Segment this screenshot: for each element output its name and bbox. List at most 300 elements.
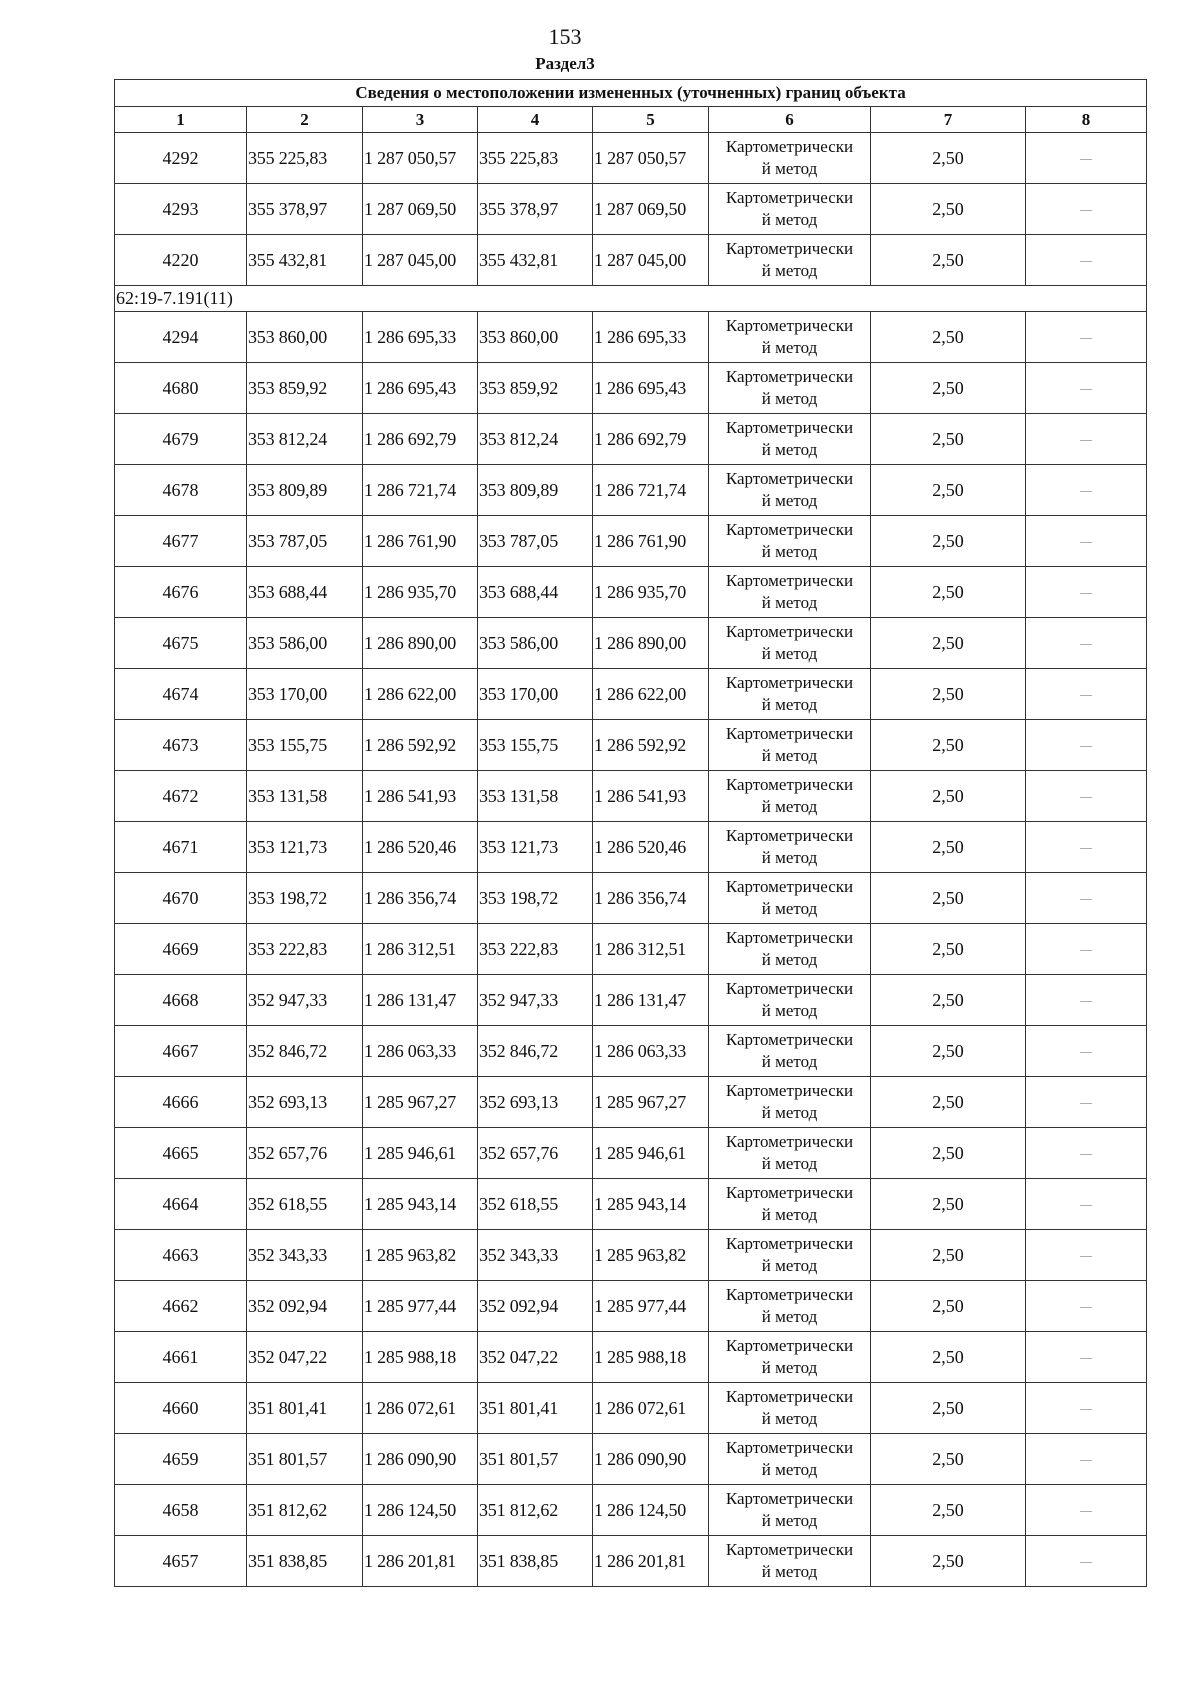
method-line-2: й метод [761,440,818,459]
column-number: 1 [115,107,247,133]
accuracy-cell: 2,50 [871,1281,1026,1332]
group-label: 62:19-7.191(11) [115,286,1147,312]
table-row [115,1026,1147,1077]
x-old-cell: 352 657,76 [247,1128,363,1179]
method-line-1: Картометрически [725,316,854,335]
description-cell: — [1026,1383,1147,1434]
y-old-cell: 1 286 063,33 [363,1026,478,1077]
point-number-cell: 4292 [115,133,247,184]
method-line-1: Картометрически [725,1132,854,1151]
x-old-cell: 352 092,94 [247,1281,363,1332]
y-old-cell: 1 285 977,44 [363,1281,478,1332]
x-new-cell: 353 222,83 [478,924,593,975]
accuracy-cell: 2,50 [871,618,1026,669]
point-number-cell: 4660 [115,1383,247,1434]
x-old-cell: 352 846,72 [247,1026,363,1077]
y-new-cell: 1 286 692,79 [593,414,709,465]
table-row [115,822,1147,873]
method-line-1: Картометрически [725,1030,854,1049]
method-line-2: й метод [761,1358,818,1377]
accuracy-cell: 2,50 [871,516,1026,567]
x-new-cell: 352 618,55 [478,1179,593,1230]
x-old-cell: 353 131,58 [247,771,363,822]
accuracy-cell: 2,50 [871,822,1026,873]
table-row [115,1332,1147,1383]
method-cell [709,1128,871,1179]
point-number-cell: 4676 [115,567,247,618]
y-old-cell: 1 287 069,50 [363,184,478,235]
y-old-cell: 1 287 050,57 [363,133,478,184]
x-new-cell: 351 838,85 [478,1536,593,1587]
x-new-cell: 353 859,92 [478,363,593,414]
accuracy-cell: 2,50 [871,1179,1026,1230]
y-new-cell: 1 285 967,27 [593,1077,709,1128]
y-new-cell: 1 286 592,92 [593,720,709,771]
y-new-cell: 1 286 761,90 [593,516,709,567]
method-cell [709,720,871,771]
point-number-cell: 4658 [115,1485,247,1536]
x-new-cell: 353 586,00 [478,618,593,669]
method-line-1: Картометрически [725,367,854,386]
description-cell: — [1026,133,1147,184]
method-cell [709,567,871,618]
table-row [115,414,1147,465]
y-old-cell: 1 286 312,51 [363,924,478,975]
method-cell [709,618,871,669]
y-old-cell: 1 286 124,50 [363,1485,478,1536]
x-new-cell: 353 787,05 [478,516,593,567]
description-cell: — [1026,567,1147,618]
accuracy-cell: 2,50 [871,414,1026,465]
section-title: Раздел3 [535,54,595,73]
x-new-cell: 355 225,83 [478,133,593,184]
method-line-1: Картометрически [725,877,854,896]
y-new-cell: 1 285 946,61 [593,1128,709,1179]
y-new-cell: 1 286 541,93 [593,771,709,822]
y-new-cell: 1 286 201,81 [593,1536,709,1587]
group-row [115,286,1147,312]
column-number: 5 [593,107,709,133]
table-row [115,567,1147,618]
x-new-cell: 355 432,81 [478,235,593,286]
method-line-1: Картометрически [725,1081,854,1100]
point-number-cell: 4671 [115,822,247,873]
table-row [115,1128,1147,1179]
method-line-2: й метод [761,950,818,969]
point-number-cell: 4663 [115,1230,247,1281]
y-new-cell: 1 287 050,57 [593,133,709,184]
y-old-cell: 1 286 721,74 [363,465,478,516]
x-old-cell: 352 343,33 [247,1230,363,1281]
point-number-cell: 4666 [115,1077,247,1128]
y-old-cell: 1 286 072,61 [363,1383,478,1434]
method-line-2: й метод [761,695,818,714]
description-cell: — [1026,1128,1147,1179]
method-line-2: й метод [761,1562,818,1581]
method-cell [709,312,871,363]
page-number: 153 [548,24,582,49]
accuracy-cell: 2,50 [871,312,1026,363]
y-old-cell: 1 286 890,00 [363,618,478,669]
method-line-2: й метод [761,746,818,765]
column-number: 4 [478,107,593,133]
x-old-cell: 353 586,00 [247,618,363,669]
method-cell [709,873,871,924]
method-cell [709,1230,871,1281]
x-new-cell: 352 092,94 [478,1281,593,1332]
method-line-2: й метод [761,1154,818,1173]
point-number-cell: 4665 [115,1128,247,1179]
point-number-cell: 4678 [115,465,247,516]
point-number-cell: 4662 [115,1281,247,1332]
point-number-cell: 4679 [115,414,247,465]
table-row [115,924,1147,975]
point-number-cell: 4675 [115,618,247,669]
accuracy-cell: 2,50 [871,133,1026,184]
method-line-2: й метод [761,261,818,280]
method-cell [709,516,871,567]
table-row [115,1281,1147,1332]
method-cell [709,1434,871,1485]
accuracy-cell: 2,50 [871,1077,1026,1128]
y-old-cell: 1 286 541,93 [363,771,478,822]
table-row [115,363,1147,414]
method-cell [709,822,871,873]
description-cell: — [1026,312,1147,363]
table-row [115,720,1147,771]
point-number-cell: 4672 [115,771,247,822]
method-line-1: Картометрически [725,673,854,692]
column-number: 7 [871,107,1026,133]
point-number-cell: 4659 [115,1434,247,1485]
point-number-cell: 4657 [115,1536,247,1587]
x-new-cell: 353 131,58 [478,771,593,822]
y-new-cell: 1 286 072,61 [593,1383,709,1434]
y-new-cell: 1 286 695,33 [593,312,709,363]
accuracy-cell: 2,50 [871,669,1026,720]
x-old-cell: 353 688,44 [247,567,363,618]
table-body-before [115,133,1147,286]
description-cell: — [1026,822,1147,873]
point-number-cell: 4669 [115,924,247,975]
table-row [115,1179,1147,1230]
point-number-cell: 4680 [115,363,247,414]
method-line-1: Картометрически [725,571,854,590]
description-cell: — [1026,1332,1147,1383]
description-cell: — [1026,720,1147,771]
description-cell: — [1026,516,1147,567]
method-line-1: Картометрически [725,418,854,437]
x-new-cell: 352 657,76 [478,1128,593,1179]
column-number-row [115,107,1147,133]
x-old-cell: 353 787,05 [247,516,363,567]
column-number: 3 [363,107,478,133]
method-line-2: й метод [761,1307,818,1326]
x-new-cell: 352 947,33 [478,975,593,1026]
y-old-cell: 1 286 131,47 [363,975,478,1026]
method-line-2: й метод [761,542,818,561]
table-row [115,1230,1147,1281]
method-cell [709,1332,871,1383]
x-new-cell: 353 198,72 [478,873,593,924]
y-old-cell: 1 287 045,00 [363,235,478,286]
method-cell [709,771,871,822]
x-old-cell: 353 859,92 [247,363,363,414]
y-new-cell: 1 286 131,47 [593,975,709,1026]
description-cell: — [1026,184,1147,235]
method-line-1: Картометрически [725,1183,854,1202]
column-number: 6 [709,107,871,133]
method-line-2: й метод [761,1511,818,1530]
point-number-cell: 4677 [115,516,247,567]
y-new-cell: 1 286 090,90 [593,1434,709,1485]
table-body-after [115,312,1147,1587]
method-line-2: й метод [761,644,818,663]
method-line-2: й метод [761,389,818,408]
description-cell: — [1026,1077,1147,1128]
group-section [115,286,1147,312]
table-row [115,465,1147,516]
x-old-cell: 355 432,81 [247,235,363,286]
method-line-2: й метод [761,1103,818,1122]
method-cell [709,924,871,975]
method-line-1: Картометрически [725,622,854,641]
point-number-cell: 4294 [115,312,247,363]
y-old-cell: 1 286 935,70 [363,567,478,618]
point-number-cell: 4293 [115,184,247,235]
y-new-cell: 1 286 721,74 [593,465,709,516]
method-line-1: Картометрически [725,979,854,998]
point-number-cell: 4661 [115,1332,247,1383]
method-line-1: Картометрически [725,1285,854,1304]
method-line-1: Картометрически [725,1336,854,1355]
x-old-cell: 351 812,62 [247,1485,363,1536]
x-new-cell: 351 801,57 [478,1434,593,1485]
description-cell: — [1026,924,1147,975]
accuracy-cell: 2,50 [871,873,1026,924]
method-cell [709,133,871,184]
column-number: 2 [247,107,363,133]
y-new-cell: 1 286 312,51 [593,924,709,975]
method-cell [709,1383,871,1434]
accuracy-cell: 2,50 [871,465,1026,516]
method-cell [709,1536,871,1587]
column-number: 8 [1026,107,1147,133]
method-line-2: й метод [761,1256,818,1275]
x-new-cell: 352 047,22 [478,1332,593,1383]
table-row [115,1383,1147,1434]
method-cell [709,1077,871,1128]
table-row [115,975,1147,1026]
table-caption: Сведения о местоположении измененных (уточненных) границ объекта [115,80,1147,107]
table-row [115,235,1147,286]
description-cell: — [1026,618,1147,669]
method-line-2: й метод [761,491,818,510]
x-old-cell: 352 618,55 [247,1179,363,1230]
method-cell [709,465,871,516]
y-new-cell: 1 286 935,70 [593,567,709,618]
description-cell: — [1026,1485,1147,1536]
x-old-cell: 352 947,33 [247,975,363,1026]
y-new-cell: 1 286 124,50 [593,1485,709,1536]
method-line-2: й метод [761,1001,818,1020]
accuracy-cell: 2,50 [871,184,1026,235]
method-cell [709,975,871,1026]
accuracy-cell: 2,50 [871,567,1026,618]
table-row [115,312,1147,363]
description-cell: — [1026,465,1147,516]
x-old-cell: 351 838,85 [247,1536,363,1587]
table-row [115,184,1147,235]
method-line-1: Картометрически [725,775,854,794]
description-cell: — [1026,975,1147,1026]
table-row [115,1434,1147,1485]
accuracy-cell: 2,50 [871,363,1026,414]
method-line-2: й метод [761,797,818,816]
description-cell: — [1026,771,1147,822]
y-old-cell: 1 286 695,33 [363,312,478,363]
method-line-1: Картометрически [725,724,854,743]
point-number-cell: 4670 [115,873,247,924]
table-row [115,873,1147,924]
x-old-cell: 353 155,75 [247,720,363,771]
y-old-cell: 1 285 963,82 [363,1230,478,1281]
y-old-cell: 1 285 967,27 [363,1077,478,1128]
point-number-cell: 4674 [115,669,247,720]
x-new-cell: 352 846,72 [478,1026,593,1077]
y-old-cell: 1 286 695,43 [363,363,478,414]
x-new-cell: 353 170,00 [478,669,593,720]
method-cell [709,1485,871,1536]
description-cell: — [1026,669,1147,720]
method-line-1: Картометрически [725,469,854,488]
x-new-cell: 353 812,24 [478,414,593,465]
y-new-cell: 1 286 622,00 [593,669,709,720]
table-row [115,771,1147,822]
x-new-cell: 351 801,41 [478,1383,593,1434]
y-new-cell: 1 286 890,00 [593,618,709,669]
x-old-cell: 355 225,83 [247,133,363,184]
method-line-2: й метод [761,159,818,178]
method-line-2: й метод [761,1052,818,1071]
y-new-cell: 1 287 069,50 [593,184,709,235]
y-old-cell: 1 286 356,74 [363,873,478,924]
table-row [115,618,1147,669]
y-old-cell: 1 286 520,46 [363,822,478,873]
accuracy-cell: 2,50 [871,771,1026,822]
y-old-cell: 1 286 622,00 [363,669,478,720]
accuracy-cell: 2,50 [871,235,1026,286]
description-cell: — [1026,1434,1147,1485]
method-cell [709,414,871,465]
x-old-cell: 353 121,73 [247,822,363,873]
method-line-1: Картометрически [725,826,854,845]
method-cell [709,1026,871,1077]
x-old-cell: 353 170,00 [247,669,363,720]
y-new-cell: 1 286 520,46 [593,822,709,873]
description-cell: — [1026,235,1147,286]
method-cell [709,184,871,235]
accuracy-cell: 2,50 [871,720,1026,771]
accuracy-cell: 2,50 [871,924,1026,975]
method-line-1: Картометрически [725,520,854,539]
method-cell [709,669,871,720]
y-old-cell: 1 286 761,90 [363,516,478,567]
description-cell: — [1026,363,1147,414]
table-row [115,1485,1147,1536]
x-old-cell: 352 047,22 [247,1332,363,1383]
x-old-cell: 353 222,83 [247,924,363,975]
method-line-2: й метод [761,848,818,867]
x-old-cell: 351 801,41 [247,1383,363,1434]
y-new-cell: 1 286 063,33 [593,1026,709,1077]
table-row [115,516,1147,567]
x-old-cell: 355 378,97 [247,184,363,235]
accuracy-cell: 2,50 [871,1128,1026,1179]
accuracy-cell: 2,50 [871,1485,1026,1536]
description-cell: — [1026,1026,1147,1077]
accuracy-cell: 2,50 [871,1536,1026,1587]
method-line-2: й метод [761,210,818,229]
table-caption-row [115,80,1147,107]
x-new-cell: 353 860,00 [478,312,593,363]
table-row [115,669,1147,720]
method-line-1: Картометрически [725,239,854,258]
method-line-2: й метод [761,1205,818,1224]
y-old-cell: 1 286 592,92 [363,720,478,771]
point-number-cell: 4220 [115,235,247,286]
method-line-1: Картометрически [725,1234,854,1253]
method-line-2: й метод [761,899,818,918]
x-new-cell: 353 121,73 [478,822,593,873]
y-old-cell: 1 285 946,61 [363,1128,478,1179]
y-old-cell: 1 285 943,14 [363,1179,478,1230]
method-line-1: Картометрически [725,1489,854,1508]
point-number-cell: 4673 [115,720,247,771]
x-old-cell: 353 860,00 [247,312,363,363]
method-cell [709,1281,871,1332]
table-row [115,1077,1147,1128]
table-row [115,133,1147,184]
y-new-cell: 1 287 045,00 [593,235,709,286]
method-line-2: й метод [761,1460,818,1479]
accuracy-cell: 2,50 [871,1332,1026,1383]
method-line-1: Картометрически [725,928,854,947]
y-new-cell: 1 285 977,44 [593,1281,709,1332]
description-cell: — [1026,1536,1147,1587]
accuracy-cell: 2,50 [871,1230,1026,1281]
point-number-cell: 4667 [115,1026,247,1077]
point-number-cell: 4664 [115,1179,247,1230]
y-new-cell: 1 285 963,82 [593,1230,709,1281]
y-old-cell: 1 286 201,81 [363,1536,478,1587]
method-cell [709,363,871,414]
y-new-cell: 1 285 988,18 [593,1332,709,1383]
x-new-cell: 353 688,44 [478,567,593,618]
method-line-1: Картометрически [725,1387,854,1406]
method-cell [709,1179,871,1230]
y-new-cell: 1 285 943,14 [593,1179,709,1230]
method-cell [709,235,871,286]
y-new-cell: 1 286 695,43 [593,363,709,414]
y-new-cell: 1 286 356,74 [593,873,709,924]
table-row [115,1536,1147,1587]
method-line-1: Картометрически [725,188,854,207]
x-new-cell: 352 693,13 [478,1077,593,1128]
description-cell: — [1026,873,1147,924]
method-line-2: й метод [761,1409,818,1428]
description-cell: — [1026,414,1147,465]
